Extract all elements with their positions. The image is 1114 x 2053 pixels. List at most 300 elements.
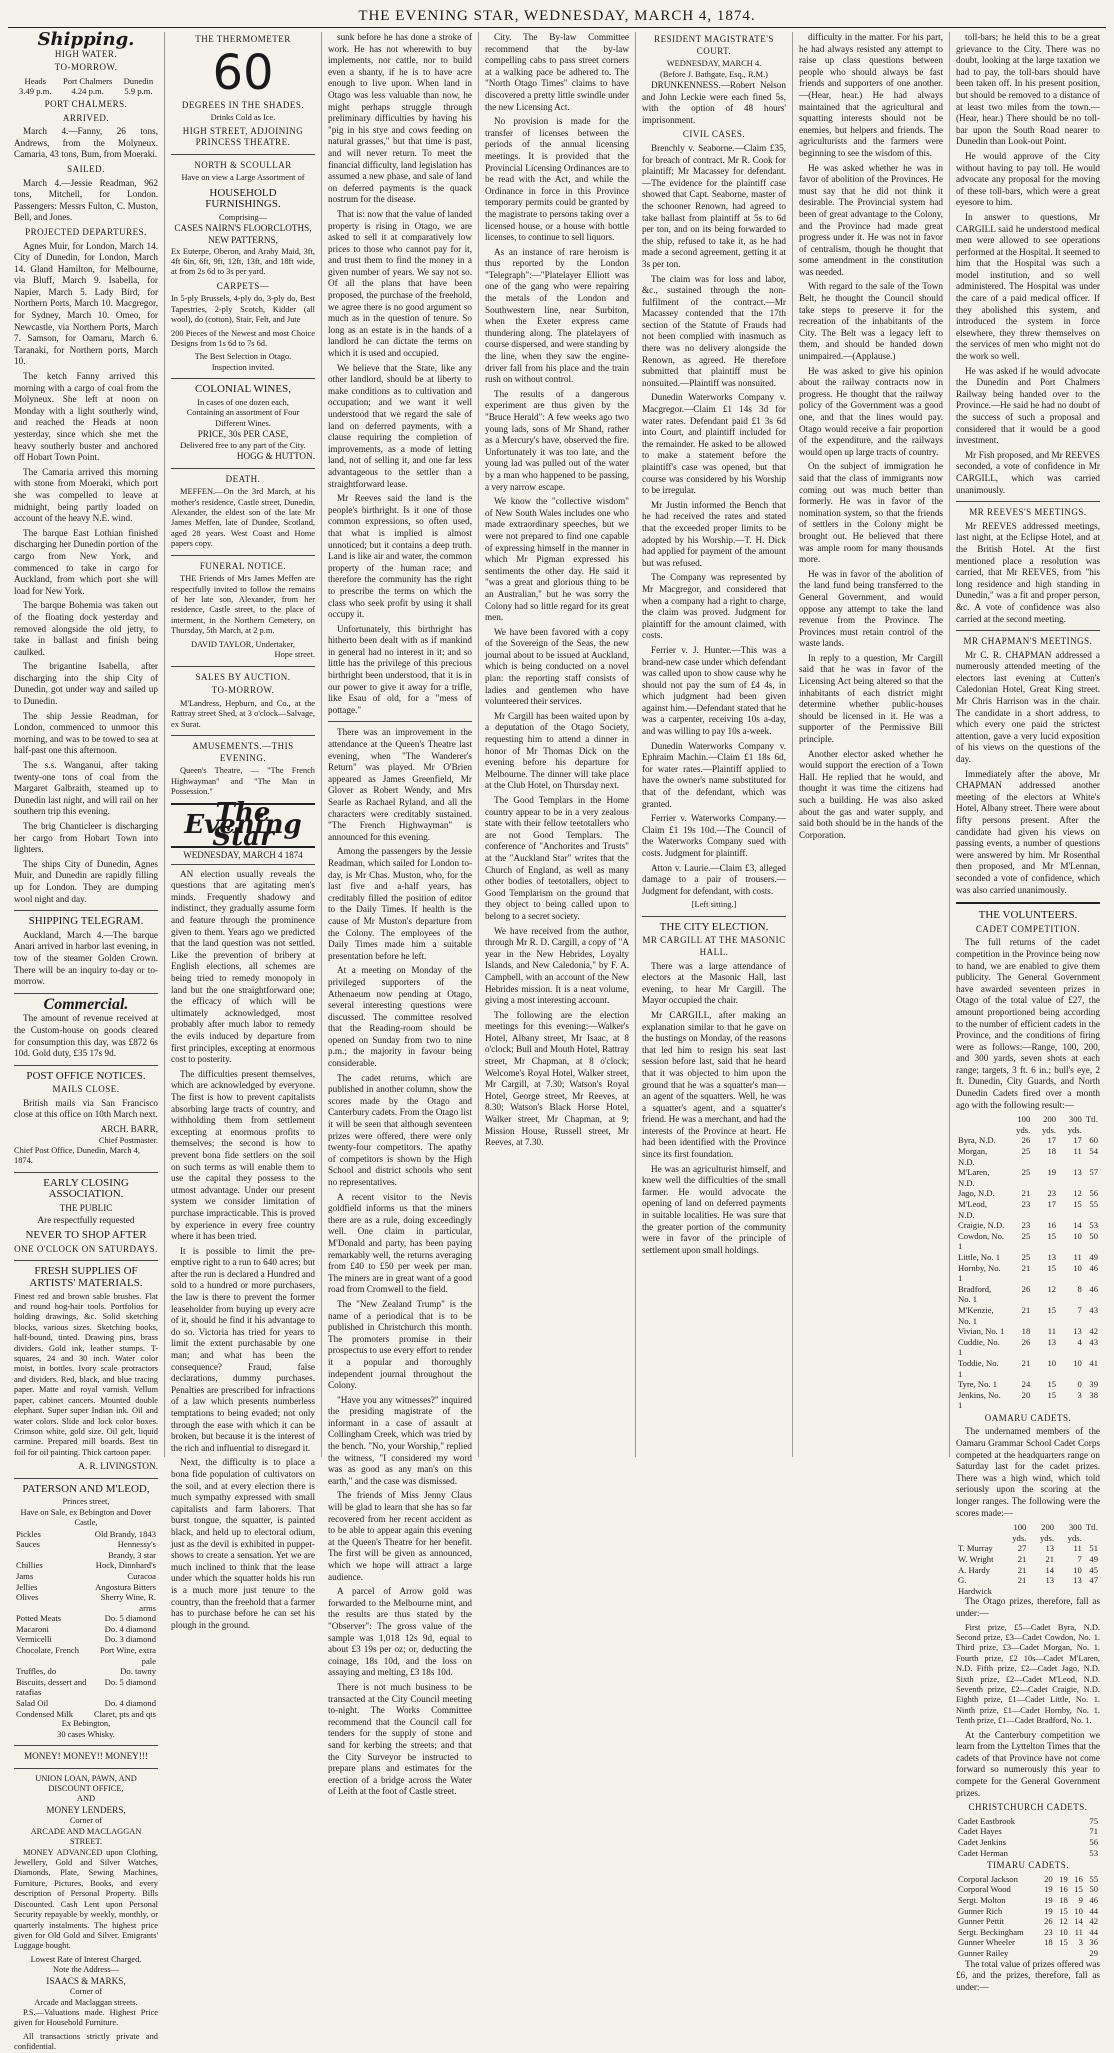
- column-1: [8, 29, 165, 2052]
- table-cell: M'Kenzie, No. 1: [958, 1304, 994, 1326]
- money-text: MONEY ADVANCED upon Clothing, Jewellery, Gold and Silver Watches, Diamonds, Plate, Sewing Machines, Furniture, Pictures, Books, and every description of Personal Property. Bills Discounted. Cash Lent upon Personal Security repayable by weekly, monthly, or quarterly instalments. The highest price given for Old Gold and Silver. Emigrants' Luggage bought.: [14, 1847, 158, 1951]
- north-scoullar: NORTH & SCOULLAR: [194, 159, 292, 170]
- table-row: [956, 1390, 1100, 1411]
- fresh-supplies-heading: FRESH SUPPLIES OF ARTISTS' MATERIALS.: [29, 1265, 143, 1290]
- divider: [171, 555, 315, 556]
- christchurch-scores-table: [956, 1816, 1100, 1858]
- table-row: [956, 1927, 1100, 1938]
- table-cell: 21: [1021, 1188, 1031, 1199]
- table-cell: Old Brandy, 1843: [94, 1528, 156, 1539]
- election-paragraph: With regard to the sale of the Town Belt, he thought the Council should take steps to preserve it for the recreation of the inhabitants of the City. The Belt was a legacy left to them, and should be handed down unimpaired.—(Applause.): [799, 281, 943, 362]
- table-cell: Do. 4 diamond: [104, 1623, 156, 1634]
- table-cell: 26: [1021, 1135, 1031, 1146]
- early-request: Are respectfully requested: [37, 1214, 135, 1225]
- chapman-paragraph: Mr C. R. CHAPMAN addressed a numerously attended meeting of the electors last evening at Cutten's Caledonian Hotel, Great King street. Mr Chris Harrison was in the chair. The candidate in a short address, to which every one paid the strictest attention, gave a very lucid exposition of his views on the questions of the day.: [956, 649, 1100, 765]
- table-cell: Jago, N.D.: [958, 1188, 995, 1199]
- table-cell: 42: [1089, 1916, 1098, 1927]
- table-cell: 53: [1089, 1220, 1098, 1231]
- table-row: [956, 1575, 1100, 1596]
- column-6: [793, 32, 950, 1457]
- table-row: [956, 1263, 1100, 1284]
- column-header: 100 yds.: [1016, 1114, 1031, 1135]
- table-cell: G. Hardwick: [958, 1575, 992, 1596]
- table-cell: Jellies: [16, 1581, 38, 1592]
- thermometer-heading: THE THERMOMETER: [195, 34, 291, 44]
- table-cell: 15: [1074, 1884, 1083, 1895]
- table-cell: 50: [1089, 1230, 1098, 1241]
- sailed-text: March 4.—Jessie Readman, 962 tons, Mitchell, for London. Passengers: Messrs Fulton, C. Muston, Bell, and Jones.: [14, 177, 158, 223]
- table-cell: Cadet Hayes: [958, 1826, 1002, 1837]
- table-cell: A. Hardy: [958, 1564, 990, 1575]
- table-cell: 3: [1077, 1389, 1082, 1400]
- timaru-heading: TIMARU CADETS.: [986, 1860, 1069, 1871]
- table-cell: 42: [1089, 1326, 1098, 1337]
- table-cell: Port Wine, extra pale: [99, 1645, 156, 1666]
- table-cell: 13: [1073, 1575, 1082, 1586]
- high-water-heading: HIGH WATER.: [54, 48, 118, 59]
- table-cell: 11: [1073, 1543, 1082, 1554]
- divider: [956, 630, 1100, 631]
- telegram-text: Auckland, March 4.—The barque Anari arrived in harbor last evening, in tow of the steamer Golden Crown. There will be an inquiry to-day or to-morrow.: [14, 929, 158, 987]
- amusements-heading: AMUSEMENTS.—THIS EVENING.: [192, 740, 294, 763]
- table-cell: 15: [1047, 1389, 1057, 1400]
- election-paragraph: In answer to questions, Mr CARGILL said he understood medical men were allowed to see operations performed at the Hospital. It seemed to him that the Hospital was such a model institution, and so well administered. The Hospital was under the care of a paid medical officer. If they abolished this system, and introduced the system in force elsewhere, they threw themselves on the services of men who might not do the work so well.: [956, 211, 1100, 362]
- mails-close-label: MAILS CLOSE.: [52, 1084, 120, 1095]
- table-cell: 3: [1078, 1937, 1083, 1948]
- court-heading: RESIDENT MAGISTRATE'S COURT.: [654, 34, 774, 56]
- table-cell: Gunner Wheeler: [958, 1937, 1015, 1948]
- table-cell: 19: [1047, 1167, 1057, 1178]
- tide-cell: Port Chalmers: [62, 75, 113, 86]
- paterson-address: Princes street,: [62, 1497, 110, 1507]
- table-cell: 8: [1077, 1283, 1082, 1294]
- column-7: [950, 32, 1106, 1992]
- death-text: MEFFEN.—On the 3rd March, at his mother's residence, Castle street, Dunedin, Alexander, the eldest son of the late Mr James Meffen, late of Dundee, Scotland, aged 28 years. West Coast and Home papers copy.: [171, 487, 315, 549]
- table-row: [956, 1188, 1100, 1199]
- tide-table: [14, 76, 158, 97]
- table-cell: 10: [1074, 1905, 1083, 1916]
- election-paragraph: Another elector asked whether he would support the erection of a Town Hall. He replied that he would, and thought it was time the citizens had such a building. He was also asked about the gas and water supply, and said both should be in the hands of the Corporation.: [799, 748, 943, 840]
- tide-cell: 5.9 p.m.: [124, 86, 153, 97]
- article-paragraph: Mr Cargill has been waited upon by a deputation of the Otago Society, requesting him to attend a dinner in honor of Mr Thomas Dick on the evening before his departure for Melbourne. The dinner will take place at the Club Hotel, on Thursday next.: [485, 710, 629, 791]
- to-morrow-label: TO-MORROW.: [54, 62, 118, 73]
- court-date: WEDNESDAY, MARCH 4.: [666, 59, 762, 69]
- christchurch-heading: CHRISTCHURCH CADETS.: [968, 1802, 1088, 1813]
- table-cell: 24: [1021, 1379, 1031, 1390]
- divider: [14, 1768, 158, 1769]
- table-cell: Macaroni: [16, 1623, 49, 1634]
- table-cell: 19: [1059, 1873, 1068, 1884]
- column-header: Ttl.: [1085, 1522, 1098, 1533]
- table-row: [956, 1358, 1100, 1379]
- table-cell: 13: [1047, 1336, 1057, 1347]
- table-cell: Do. 3 diamond: [104, 1634, 156, 1645]
- divider: [171, 154, 315, 155]
- table-cell: 15: [1059, 1905, 1068, 1916]
- post-date: Chief Post Office, Dunedin, March 4, 1874.: [14, 1146, 140, 1166]
- post-signature-title: Chief Postmaster.: [98, 1135, 158, 1145]
- divider: [956, 501, 1100, 502]
- election-paragraph: In reply to a question, Mr Cargill said that he was in favor of the Licensing Act being altered so that the inhabitants of each district might determine whether public-houses should be licensed in it. He was a supporter of the Permissive Bill principle.: [799, 652, 943, 745]
- table-cell: Corporal Wood: [958, 1884, 1011, 1895]
- article-paragraph: A recent visitor to the Nevis goldfield informs us that the miners there are as a rule, doing exceedingly well. One claim in particular, M'Donald and party, has been paying remarkably well, the returns averaging from £40 to £50 per week per man. The miners are in great want of a good road from Cromwell to the field.: [328, 1191, 472, 1295]
- table-cell: 15: [1073, 1199, 1082, 1209]
- table-cell: Tyre, No. 1: [958, 1379, 998, 1390]
- table-cell: Gunner Pettit: [958, 1916, 1005, 1927]
- degrees-label: DEGREES IN THE SHADES.: [181, 99, 305, 110]
- court-paragraph: The Company was represented by Mr Macgregor, and considered that when a company had a right to charge, the claim was proved. Judgment for plaintiff for the amount claimed, with costs.: [642, 572, 786, 641]
- table-cell: 21: [1017, 1554, 1027, 1564]
- in-cases: In cases of one dozen each,: [197, 397, 289, 407]
- arrived-heading: ARRIVED.: [62, 112, 110, 123]
- table-cell: Bradford, No. 1: [958, 1283, 992, 1305]
- column-header: 200 yds.: [1041, 1114, 1057, 1135]
- table-cell: Hennessy's Brandy, 3 star: [108, 1539, 156, 1560]
- isaacs-address: Arcade and Maclaggan streets.: [34, 1997, 138, 2007]
- table-cell: 18: [1047, 1146, 1057, 1157]
- table-row: [956, 1884, 1100, 1895]
- timaru-scores-table: [956, 1874, 1100, 1959]
- table-cell: 15: [1047, 1304, 1057, 1315]
- table-cell: 13: [1047, 1251, 1057, 1262]
- court-paragraph: The claim was for loss and labor, &c., sustained through the non-fulfilment of the contract.—Mr Macassey contended that the 17th section of the Statute of Frauds had not been complied with inasmuch as there was no delivery alongside the Renown, as agreed. He therefore submitted that plaintiff must be nonsuited.—Plaintiff was nonsuited.: [642, 273, 786, 388]
- article-paragraph: As an instance of rare heroism is thus reported by the London "Telegraph":—"Platelayer Elliott was one of the gang who were repairing the metals of the London and Southwestern line, near Surbiton, when the Exeter express came thundering along. The platelayers of course dispersed, and were standing by the line, when they saw the engine-driver fall from his place and the train rush on without control.: [485, 246, 629, 385]
- divider: [14, 1260, 158, 1261]
- table-cell: 60: [1089, 1135, 1098, 1146]
- table-row: [956, 1146, 1100, 1167]
- paterson-foot: 30 cases Whisky.: [57, 1729, 115, 1739]
- table-cell: 15: [1047, 1230, 1057, 1241]
- article-paragraph: There is not much business to be transacted at the City Council meeting to-night. The Works Committee recommend that the Council call for tenders for the supply of stone and sand for kerbing the streets; and that the City Surveyor be instructed to prepare plans and estimates for the erection of a bridge across the Water of Leith at the foot of Castle street.: [328, 1681, 472, 1797]
- divider: [14, 993, 158, 994]
- table-row: [956, 1906, 1100, 1917]
- table-cell: 18: [1044, 1937, 1053, 1948]
- table-cell: [1072, 1837, 1079, 1848]
- table-cell: 26: [1044, 1916, 1053, 1927]
- table-cell: 11: [1073, 1146, 1082, 1157]
- fresh-signature: A. R. LIVINGSTON.: [78, 1461, 158, 1472]
- article-paragraph: The results of a dangerous experiment are thus given by the "Bruce Herald": A few weeks ago two young lads, sons of Mr Shand, rather as a Mercury's have, observed the fire. Unfortunately it was too late, and the young lad was pulled out of the water by a man who happened to be passing, a very narrow escape.: [485, 388, 629, 492]
- article-paragraph: Unfortunately, this birthright has hitherto been dealt with as if mankind in general had no interest in it; and so little has the privilege of this precious birthright been understood, that it is in our power to give it away for a trifle, like Esau of old, for a "mess of pottage.": [328, 623, 472, 715]
- paterson-heading: PATERSON AND M'LEOD,: [22, 1482, 150, 1495]
- paterson-goods-table: [14, 1529, 158, 1720]
- table-cell: 25: [1021, 1146, 1031, 1157]
- table-cell: 38: [1089, 1389, 1098, 1400]
- article-paragraph: The "New Zealand Trump" is the name of a periodical that is to be published in Christchurch this month. The promoters promise in their prospectus to use every effort to render it a popular and thoroughly independent journal throughout the Colony.: [328, 1298, 472, 1391]
- table-cell: 18: [1021, 1326, 1031, 1337]
- table-cell: Jenkins, No. 1: [958, 1389, 1001, 1411]
- table-row: [14, 1592, 158, 1613]
- column-header: 100 yds.: [1012, 1522, 1027, 1543]
- inspection: Inspection invited.: [211, 362, 275, 372]
- column-3: [322, 32, 479, 1797]
- drinks-label: Drinks Cold as Ice.: [210, 113, 276, 123]
- table-cell: 7: [1077, 1554, 1082, 1564]
- column-5: [636, 32, 793, 1457]
- table-cell: Vivian, No. 1: [958, 1326, 1005, 1337]
- table-cell: 21: [1017, 1575, 1027, 1586]
- table-row: [956, 1916, 1100, 1927]
- table-cell: 7: [1077, 1304, 1082, 1315]
- table-cell: 25: [1021, 1251, 1031, 1262]
- chapman-paragraph: Immediately after the above, Mr CHAPMAN addressed another meeting of the electors at White's Hotel, Albany street. There were about fifty persons present. After the candidate had given his views on passing events, a number of questions were answered by him. Mr Rosenthal then proposed, and Mr M'Lennan, seconded a vote of confidence, which was also carried unanimously.: [956, 768, 1100, 895]
- election-paragraph: On the subject of immigration he said that the class of immigrants now coming out was much better than formerly. He was in favor of the nomination system, so that the friends of settlers in the Colony might be brought out. He believed that there was ample room for many thousands more.: [799, 461, 943, 565]
- table-row: [14, 1645, 158, 1666]
- table-cell: 18: [1059, 1894, 1068, 1905]
- table-cell: [1070, 1948, 1085, 1959]
- isaacs-marks: ISAACS & MARKS,: [46, 1975, 126, 1986]
- dunedin-scores-table: [956, 1114, 1100, 1411]
- table-cell: 71: [1089, 1826, 1098, 1837]
- table-cell: 21: [1021, 1304, 1031, 1315]
- election-paragraph: He was in favor of the abolition of the land fund being transferred to the General Government, and would oppose any attempt to take the land revenue from the Province. The Provinces must retain control of the waste lands.: [799, 568, 943, 649]
- table-cell: 43: [1089, 1336, 1098, 1347]
- hogg-hutton: HOGG & HUTTON.: [236, 451, 315, 462]
- court-before: (Before J. Bathgate, Esq., R.M.): [660, 69, 768, 79]
- table-row: [956, 1837, 1100, 1848]
- table-row: [14, 1582, 158, 1593]
- carpet-list: In 5-ply Brussels, 4-ply do, 3-ply do, Best Tapestries, 2-ply Scotch, Kidder (all wool), do (cotton), Stair, Felt, and Jute: [171, 294, 315, 325]
- table-cell: [1065, 1826, 1072, 1837]
- divider: [171, 666, 315, 667]
- table-cell: [1065, 1848, 1072, 1859]
- high-street-label: HIGH STREET, ADJOINING PRINCESS THEATRE.: [182, 125, 304, 148]
- prizes-list: First prize, £5—Cadet Byra, N.D. Second prize, £3—Cadet Cowdon, No. 1. Third prize, £3—Cadet Morgan, No. 1. Fourth prize, £2 10s—Cadet M'Laren, N.D. Fifth prize, £2—Cadet Jago, N.D. Sixth prize, £2—Cadet M'Leod, N.D. Seventh prize, £2—Cadet Craigie, N.D. Eighth prize, £1—Cadet Little, No. 1. Ninth prize, £1—Cadet Hornby, No. 1. Tenth prize, £1—Cadet Bradford, No. 1.: [956, 1622, 1100, 1726]
- divider: [328, 721, 472, 722]
- table-cell: Cadet Jenkins: [958, 1836, 1006, 1847]
- table-cell: [1059, 1816, 1066, 1827]
- tide-cell: 3.49 p.m.: [19, 86, 52, 97]
- table-cell: 16: [1047, 1220, 1057, 1231]
- table-cell: 15: [1047, 1379, 1057, 1390]
- table-row: [956, 1543, 1100, 1554]
- volunteers-heading: THE VOLUNTEERS.: [978, 909, 1078, 922]
- table-row: [956, 1874, 1100, 1885]
- oamaru-paragraph: The undernamed members of the Oamaru Grammar School Cadet Corps competed at the headquarters range on Saturday last for the cadet prizes. There was a high wind, which told seriously upon the scoring at the longer ranges. The following were the scores made:—: [956, 1426, 1100, 1518]
- table-cell: Craigie, N.D.: [958, 1220, 1005, 1231]
- election-heading: THE CITY ELECTION.: [659, 920, 769, 933]
- table-cell: 56: [1089, 1836, 1098, 1847]
- court-paragraph: Dunedin Waterworks Company v. Ephraim Machin.—Claim £1 18s 6d, for water rates.—Plaintiff applied to have the owner's name substituted for that of the defendant, which was granted.: [642, 740, 786, 809]
- carpets-heading: CARPETS—: [216, 280, 270, 291]
- table-cell: 17: [1073, 1135, 1082, 1146]
- table-cell: Do. 5 diamond: [104, 1676, 156, 1687]
- table-cell: 16: [1074, 1873, 1083, 1884]
- editorial-paragraph: AN election usually reveals the questions that are agitating men's minds. Frequently shadowy and indistinct, they gradually assume form and feature through the prominence given to them. Years ago we predicted that the land question was not settled. Like the prevention of bribery at English elections, all schemes are being tried to remedy monopoly in land but the one straightforward one; the efficacy of which will be ultimately acknowledged, most probably after much labor to remedy the evils induced by departure from first principles, excepting at enormous cost to posterity.: [171, 868, 315, 1065]
- table-cell: 19: [1044, 1905, 1053, 1916]
- divider: [171, 468, 315, 469]
- early-never: NEVER TO SHOP AFTER: [25, 1229, 147, 1242]
- table-row: [956, 1895, 1100, 1906]
- mails-text: British mails via San Francisco close at this office on 10th March next.: [14, 1097, 158, 1120]
- table-cell: 57: [1089, 1167, 1098, 1178]
- table-cell: 23: [1044, 1926, 1053, 1937]
- table-row: [14, 1709, 158, 1720]
- table-cell: 54: [1089, 1146, 1098, 1157]
- shipping-news: The s.s. Wanganui, after taking twenty-one tons of coal from the Margaret Galbraith, steamed up to Dunedin last night, and will rail on her southern trip this evening.: [14, 760, 158, 817]
- funeral-signature-address: Hope street.: [274, 650, 315, 660]
- table-row: [14, 1634, 158, 1645]
- election-paragraph: He was asked if he would advocate the Dunedin and Port Chalmers Railway being handed over to the Province.—He said he had no doubt of the success of such a proposal and considered that it would be a good investment.: [956, 365, 1100, 446]
- table-cell: Hock, Dinnhard's: [95, 1560, 156, 1571]
- colonial-wines-heading: COLONIAL WINES,: [195, 383, 291, 396]
- table-cell: Toddie, No. 1: [958, 1357, 999, 1379]
- table-cell: Angostura Bitters: [95, 1581, 156, 1592]
- table-cell: 17: [1047, 1135, 1057, 1146]
- table-cell: Potted Meats: [16, 1613, 62, 1624]
- table-cell: 41: [1089, 1357, 1098, 1368]
- shipping-news: The brig Chanticleer is discharging her cargo from Hobart Town into lighters.: [14, 821, 158, 855]
- paterson-have: Have on Sale, ex Bebington and Dover Castle,: [20, 1507, 152, 1528]
- table-row: [14, 1698, 158, 1709]
- column-2: [165, 32, 322, 1630]
- fresh-supplies-text: Finest red and brown sable brushes. Flat and round hog-hair tools. Portfolios for holding drawings, &c. Solid sketching blocks, various sizes. Sketching books, half-bound, tinted. Drawing pins, brass dividers. Gold ink, leather stumps. T-squares, 24 and 30 inch. Water color moist, in bottles. Ivory scale protractors and dividers. Red, black, and blue tracing paper. Matte and royal varnish. Vellum paper, cabinet cancers. Mounted double elephant. Super super Indian ink. Oil and water colors. Slide and lock color boxes. Crimson white, gold size. Oil gelt, liquid carmine. Prepared mill boards. Best tin foil for oil painting. Thick cartoon paper.: [14, 1291, 158, 1457]
- table-row: [956, 1135, 1100, 1146]
- editorial-paragraph: Next, the difficulty is to place a bona fide population of cultivators on the soil, and at every election there is much sympathy expressed with small capitalists and farm laborers. That burst tongue, the squatter, is painted black, and held up to electoral odium, just as the devil is exhibited in puppet-shows to create a sensation. Yet we are much inclined to think that the lease under which the squatter holds his run is a much more just tenure to the country, than the freehold that a farmer has to purchase before he can set his plough in the ground.: [171, 1457, 315, 1630]
- table-cell: Gunner Railey: [958, 1947, 1009, 1958]
- table-row: [956, 1848, 1100, 1859]
- thermometer-ad: [171, 34, 315, 149]
- table-cell: 56: [1089, 1188, 1098, 1199]
- union-arcade: ARCADE AND MACLAGGAN STREET.: [30, 1826, 142, 1847]
- table-cell: [1065, 1837, 1072, 1848]
- table-row: [14, 1613, 158, 1624]
- column-header: [956, 1114, 1007, 1135]
- table-cell: 21: [1045, 1554, 1055, 1564]
- table-cell: Cadet Eastbrook: [958, 1815, 1016, 1826]
- article-paragraph: The following are the election meetings for this evening:—Walker's Hotel, Albany street, Mr Isaac, at 8 o'clock; Bull and Mouth Hotel, Rattray street, Mr Chapman, at 8 o'clock; Welcome's Royal Hotel, Walker street, Mr Cargill, at 7.30; Watson's Royal Hotel, George street, Mr Reeves, at 8.30; Watson's Black Horse Hotel, Walker street, Mr Chapman, at 9; Mission House, Russell street, Mr Reeves, at 7.30.: [485, 1009, 629, 1148]
- table-cell: 21: [1017, 1564, 1027, 1575]
- union-heading: UNION LOAN, PAWN, AND DISCOUNT OFFICE,: [35, 1773, 137, 1794]
- article-paragraph: The cadet returns, which are published in another column, show the scores made by the Otago and Canterbury cadets. From the Otago list it will be seen that although seventeen prizes were offered, there were only twenty-four competitors. The apathy of competitors is shown by the High School and district schools who sent no representatives.: [328, 1072, 472, 1187]
- money-lenders: MONEY LENDERS,: [46, 1804, 126, 1815]
- article-paragraph: City. The By-law Committee recommend that the by-law compelling cabs to pass street corners at a walking pace be adhered to. The "North Otago Times" claims to have discovered a pretty little swindle under the new Licensing Act.: [485, 32, 629, 112]
- article-paragraph: That is: now that the value of landed property is rising in Otago, we are asked to sell it at comparatively low prices to those who cannot pay for it, and trust them to find the money in a given number of years. We say not so. Of all the plans that have been proposed, the purchase of the freehold, we agree there is no good argument so much as in the question of tenure. So long as an estate is in the hands of a landlord he can dictate the terms on which it is used and occupied.: [328, 208, 472, 359]
- table-cell: [1072, 1816, 1079, 1827]
- election-paragraph: Mr CARGILL, after making an explanation similar to that he gave on the hustings on Monday, of the reasons that led him to resign his seat last session before last, said that he heard that it was objected to him upon the ground that he was a squatter's man—an agent of the squatters. Well, he was a squatter's agent, and a squatter's friend. He was a merchant, and had the interests of the Province at heart. He had been identified with the Province since its first foundation.: [642, 1009, 786, 1160]
- table-cell: 46: [1089, 1894, 1098, 1905]
- left-sitting: [Left sitting.]: [691, 900, 737, 910]
- table-cell: 19: [1044, 1884, 1053, 1895]
- shipping-news: The brigantine Isabella, after discharging into the ship City of Dunedin, got under way and sailed up to Dunedin.: [14, 661, 158, 707]
- cases-floorcloths: CASES NAIRN'S FLOORCLOTHS, NEW PATTERNS,: [174, 223, 312, 245]
- table-cell: Curacoa: [127, 1570, 156, 1581]
- table-row: [956, 1252, 1100, 1263]
- column-header: [956, 1522, 1001, 1543]
- table-cell: 49: [1089, 1251, 1098, 1262]
- article-paragraph: A parcel of Arrow gold was forwarded to the Melbourne mint, and the results are thus stated by the "Observer": The gross value of the sample was 1,018 12s 9d, equal to about £3 19s per oz; or, deducting the coinage, 18s 10d, and the loss on assaying and melting, £3 18s 10d.: [328, 1586, 472, 1678]
- table-cell: 13: [1045, 1575, 1055, 1586]
- sales-text: M'Landress, Hepburn, and Co., at the Rattray street Shed, at 3 o'clock—Salvage, ex Surat.: [171, 698, 315, 729]
- table-cell: 13: [1073, 1167, 1082, 1178]
- election-paragraph: toll-bars; he held this to be a great grievance to the City. There was no doubt, looking at the large taxation we had to pay, the toll-bars should have been taken off. In his present position, but should be removed to a distance of at least two miles from the town.—(Hear, hear.) There should be no toll-bar upon the South Road nearer to Dunedin than Look-out Point.: [956, 32, 1100, 147]
- table-cell: 36: [1089, 1937, 1098, 1948]
- price: PRICE, 30s PER CASE,: [197, 429, 289, 440]
- divider: [171, 735, 315, 736]
- table-cell: 15: [1059, 1937, 1068, 1948]
- table-cell: 46: [1089, 1283, 1098, 1294]
- shipping-news: The ship Jessie Readman, for London, commenced to unmoor this morning, and was to be towed to sea at half-past one this afternoon.: [14, 710, 158, 756]
- table-cell: 75: [1089, 1815, 1098, 1826]
- money-heading: MONEY! MONEY!! MONEY!!!: [23, 1751, 148, 1762]
- ex-euterpe: Ex Euterpe, Oberon, and Araby Maid, 3ft, 4ft 6in, 6ft, 9ft, 12ft, 13ft, and 18ft wide, at from 2s 6d to 3s per yard.: [171, 246, 315, 277]
- table-cell: 19: [1044, 1894, 1053, 1905]
- table-row: [14, 1529, 158, 1540]
- table-cell: 23: [1021, 1199, 1031, 1209]
- table-cell: 11: [1074, 1926, 1083, 1937]
- table-cell: 21: [1021, 1357, 1031, 1368]
- commercial-text: The amount of revenue received at the Custom-house on goods cleared for consumption this day, was £872 6s 10d. Gold duty, £35 17s 9d.: [14, 1013, 158, 1059]
- table-cell: Sauces: [16, 1539, 40, 1550]
- table-cell: 55: [1089, 1199, 1098, 1209]
- election-paragraph: difficulty in the matter. For his part, he had always resisted any attempt to raise up class questions between people who should always be fast friends and supporters of one another.—(Hear, hear.) He had always maintained that the agricultural and squatting interests should not be enemies, but helpers and friends. The agriculturists and the farmers were beginning to see the wisdom of this.: [799, 32, 943, 158]
- table-cell: 55: [1089, 1873, 1098, 1884]
- table-cell: [1040, 1948, 1055, 1959]
- divider: [14, 1745, 158, 1746]
- table-cell: Jams: [16, 1570, 34, 1581]
- table-cell: T. Murray: [958, 1543, 993, 1554]
- table-cell: Hornby, No. 1: [958, 1262, 1001, 1284]
- table-cell: 23: [1021, 1220, 1031, 1231]
- table-cell: [1072, 1848, 1079, 1859]
- post-signature: ARCH. BARR,: [100, 1124, 158, 1135]
- table-cell: 39: [1089, 1379, 1098, 1390]
- note-address: Note the Address—: [52, 1965, 120, 1975]
- sales-heading: SALES BY AUCTION.: [195, 671, 291, 682]
- table-cell: M'Leod, N.D.: [958, 1199, 987, 1220]
- table-cell: 11: [1073, 1251, 1082, 1262]
- table-row: [956, 1826, 1100, 1837]
- table-cell: 23: [1047, 1188, 1057, 1199]
- divider: [171, 378, 315, 379]
- table-cell: Claret, pts and qts: [93, 1708, 156, 1719]
- table-cell: 29: [1089, 1947, 1098, 1958]
- table-row: [14, 1624, 158, 1635]
- table-row: [956, 1948, 1100, 1959]
- article-paragraph: There was an improvement in the attendance at the Queen's Theatre last evening, when "The Wanderer's Return" was played. Mr O'Brien appeared as James Greenfield, Mr Glover as Robert Wendy, and Mrs Searle as Rachael Ryland, and all the characters were creditably sustained. "The French Highwayman" is announced for this evening.: [328, 727, 472, 842]
- table-cell: 16: [1059, 1884, 1068, 1895]
- post-office-heading: POST OFFICE NOTICES.: [26, 1069, 146, 1082]
- article-paragraph: Mr Reeves said the land is the people's birthright. Is it one of those common expressions, so often used, that what is implied is almost unnoticed; but it contains a deep truth. Land is like air and water, the common property of the human race; and therefore the community has the right to prescribe the terms on which the class who seek profit by using it shall occupy it.: [328, 493, 472, 620]
- canterbury-paragraph: At the Canterbury competition we learn from the Lyttelton Times that the cadets of that Province have not come forward so numerously this year to compete for the General Government prizes.: [956, 1729, 1100, 1798]
- commercial-heading: Commercial.: [43, 995, 129, 1013]
- chapman-heading: MR CHAPMAN'S MEETINGS.: [963, 636, 1093, 647]
- arrived-text: March 4.—Fanny, 26 tons, Andrews, from the Molyneux. Camaria, 43 tons, Bum, from Moeraki.: [14, 126, 158, 160]
- sales-to-morrow: TO-MORROW.: [211, 685, 275, 696]
- table-cell: 50: [1089, 1884, 1098, 1895]
- table-header-row: [956, 1522, 1100, 1543]
- court-paragraph: Dunedin Waterworks Company v. Macgregor.—Claim £1 14s 3d for water rates. Defendant paid £1 3s 6d into Court, and plaintiff included for the remainder. He asked to be allowed to make a statement before the plaintiff's case was opened, but that course was considered by his Worship to be irregular.: [642, 392, 786, 496]
- election-paragraph: He was asked whether he was in favor of abolition of the Provinces. He must say that he did not think it desirable. The Provincial system had been of great advantage to the Colony, and the Province had made great progress under it. He was not in favor of centralism, though he thought that some amendment in the constitution was needed.: [799, 162, 943, 277]
- lowest-rate: Lowest Rate of Interest Charged.: [30, 1954, 142, 1964]
- table-cell: Biscuits, dessert and ratafias: [16, 1676, 87, 1698]
- evening-star-logo: The Evening Star: [171, 803, 315, 848]
- table-cell: 10: [1059, 1926, 1068, 1937]
- table-cell: 0: [1077, 1379, 1082, 1390]
- election-paragraph: He would approve of the City without having to pay toll. He would advocate any proposal for the moving of these toll-bars, which were a great eyesore to him.: [956, 150, 1100, 208]
- article-paragraph: sunk before he has done a stroke of work. He has not wherewith to buy implements, nor cattle, nor to build even a shanty, if he is to have acre enough to live upon. When land in Otago was less valuable than now, he might perhaps struggle through preliminary difficulties by having his "pig in his stye and cows feeding on natural grasses," but that time is past, and will never return. To meet the financial difficulty, land legislation has assumed a new phase, and sale of land on deferred payments is the quack nostrum for the disease.: [328, 32, 472, 205]
- table-header-row: [956, 1114, 1100, 1135]
- table-cell: 13: [1073, 1326, 1082, 1337]
- table-cell: [1055, 1948, 1070, 1959]
- amusements-text: Queen's Theatre, — "The French Highwayman" and "The Man in Possession.": [171, 766, 315, 796]
- court-paragraph: Brenchly v. Seaborne.—Claim £35, for breach of contract. Mr R. Cook for plaintiff; Mr Macassey for defendant.—The evidence for the plaintiff case showed that Capt. Seaborne, master of the schooner Renown, had agreed to take ballast from plaintiff at 5s to 6d per ton, and on its being forwarded to the ship, refused to take it, as he had made a second agreement, getting it at 3s per ton.: [642, 142, 786, 269]
- shipping-heading: Shipping.: [37, 29, 135, 50]
- timaru-footer: The total value of prizes offered was £6, and the prizes, therefore, fall as under:—: [956, 1958, 1100, 1992]
- early-oclock: ONE O'CLOCK ON SATURDAYS.: [14, 1243, 158, 1254]
- table-cell: 43: [1089, 1304, 1098, 1315]
- household-heading: HOUSEHOLD FURNISHINGS.: [205, 186, 281, 211]
